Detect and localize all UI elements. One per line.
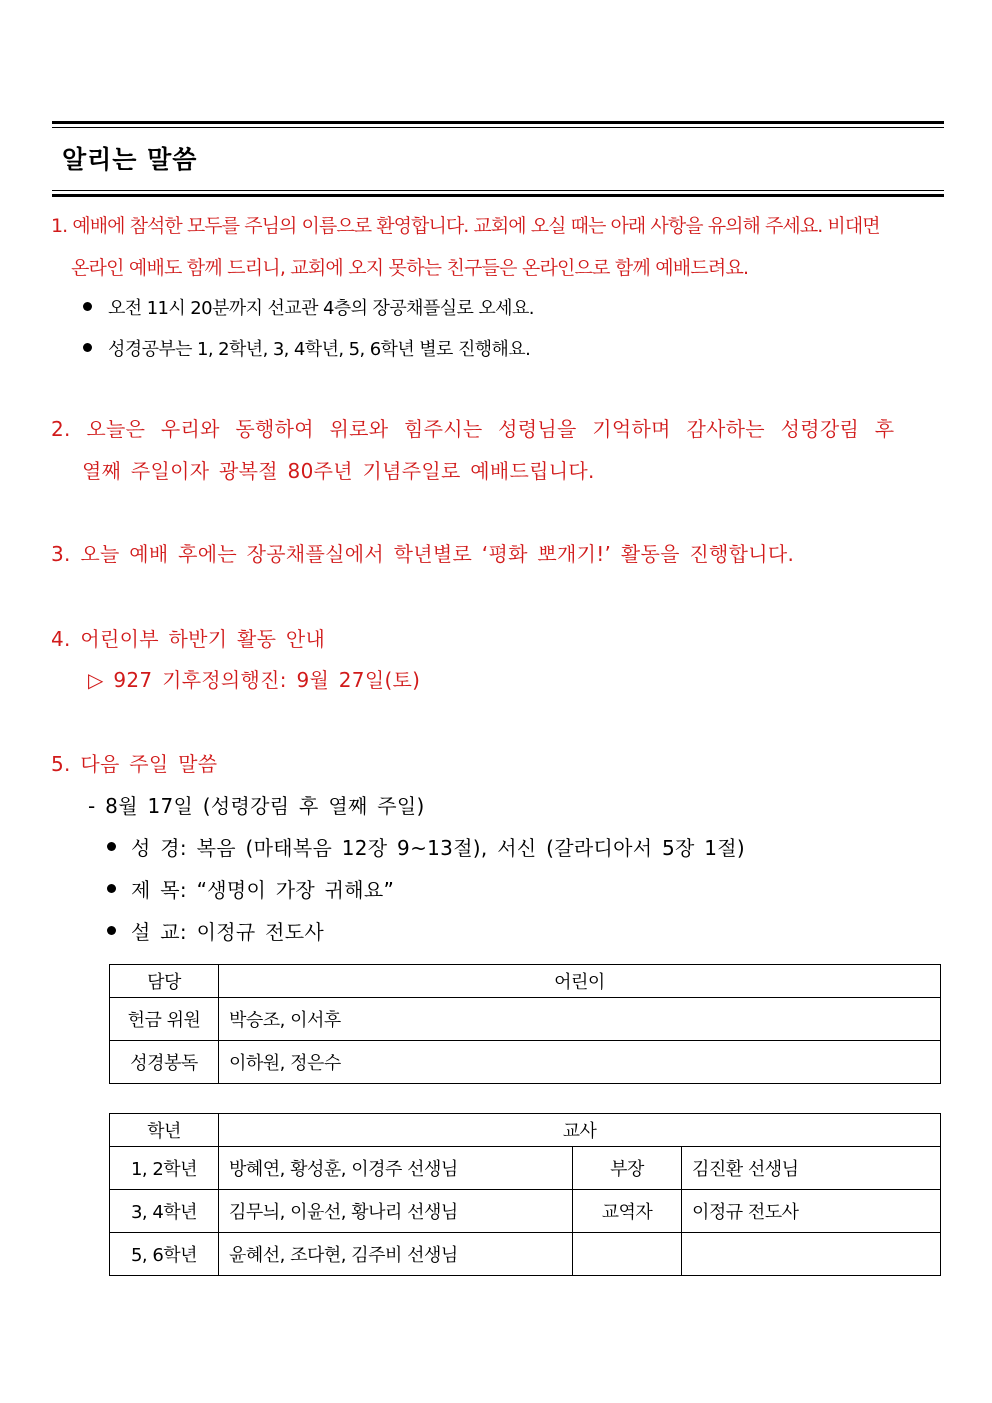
role-cell: 부장 [573,1147,682,1190]
item5-date: - 8월 17일 (성령강림 후 열째 주일) [88,794,425,818]
teacher-header-grade: 학년 [110,1114,219,1147]
table-row [110,1233,941,1276]
teacher-header-teachers: 교사 [219,1114,941,1147]
bullet-icon [107,926,116,935]
top-rule-thick [52,121,944,124]
table-row [110,1041,941,1084]
item2-line1: 2. 오늘은 우리와 동행하여 위로와 힘주시는 성령님을 기억하며 감사하는 성령강림 후 [51,417,895,441]
item4-line1: 4. 어린이부 하반기 활동 안내 [51,627,326,651]
role-name-cell [682,1233,941,1276]
role-cell: 교역자 [573,1190,682,1233]
item1-line2: 온라인 예배도 함께 드리니, 교회에 오지 못하는 친구들은 온라인으로 함께 예배드려요. [71,257,749,279]
duty-header-role: 담당 [110,965,219,998]
duty-role-offering: 헌금 위원 [110,998,219,1041]
table-row [110,1147,941,1190]
duty-names-reading: 이하원, 정은수 [219,1041,941,1084]
item5-line1: 5. 다음 주일 말씀 [51,752,218,776]
bottom-rule-thick [52,194,944,197]
item1-bullet-1: 오전 11시 20분까지 선교관 4층의 장공채플실로 오세요. [108,298,534,319]
role-name-cell: 이정규 전도사 [682,1190,941,1233]
item5-bullet-scripture: 성 경: 복음 (마태복음 12장 9~13절), 서신 (갈라디아서 5장 1절) [131,836,746,860]
item3-line1: 3. 오늘 예배 후에는 장공채플실에서 학년별로 ‘평화 뽀개기!’ 활동을 진행합니다. [51,542,795,566]
teachers-cell: 김무늬, 이윤선, 황나리 선생님 [219,1190,573,1233]
table-row [110,965,941,998]
teachers-cell: 윤혜선, 조다현, 김주비 선생님 [219,1233,573,1276]
item4-sub: ▷ 927 기후정의행진: 9월 27일(토) [88,668,421,692]
grade-cell: 3, 4학년 [110,1190,219,1233]
bottom-rule-thin [52,190,944,191]
item1-bullet-2: 성경공부는 1, 2학년, 3, 4학년, 5, 6학년 별로 진행해요. [108,339,531,360]
duty-header-children: 어린이 [219,965,941,998]
table-row [110,1190,941,1233]
duty-role-reading: 성경봉독 [110,1041,219,1084]
role-name-cell: 김진환 선생님 [682,1147,941,1190]
duty-names-offering: 박승조, 이서후 [219,998,941,1041]
bullet-icon [83,343,92,352]
table-row [110,998,941,1041]
bullet-icon [107,884,116,893]
page-title: 알리는 말씀 [62,145,198,174]
grade-cell: 5, 6학년 [110,1233,219,1276]
grade-cell: 1, 2학년 [110,1147,219,1190]
item1-line1: 1. 예배에 참석한 모두를 주님의 이름으로 환영합니다. 교회에 오실 때는 아래 사항을 유의해 주세요. 비대면 [51,215,880,237]
teacher-table [109,1113,941,1276]
top-rule-thin [52,127,944,128]
bullet-icon [83,302,92,311]
table-row [110,1114,941,1147]
duty-table [109,964,941,1084]
role-cell [573,1233,682,1276]
bullet-icon [107,842,116,851]
teachers-cell: 방혜연, 황성훈, 이경주 선생님 [219,1147,573,1190]
item5-bullet-preacher: 설 교: 이정규 전도사 [131,920,324,944]
item5-bullet-title: 제 목: “생명이 가장 귀해요” [131,878,395,902]
item2-line2: 열째 주일이자 광복절 80주년 기념주일로 예배드립니다. [82,459,595,483]
